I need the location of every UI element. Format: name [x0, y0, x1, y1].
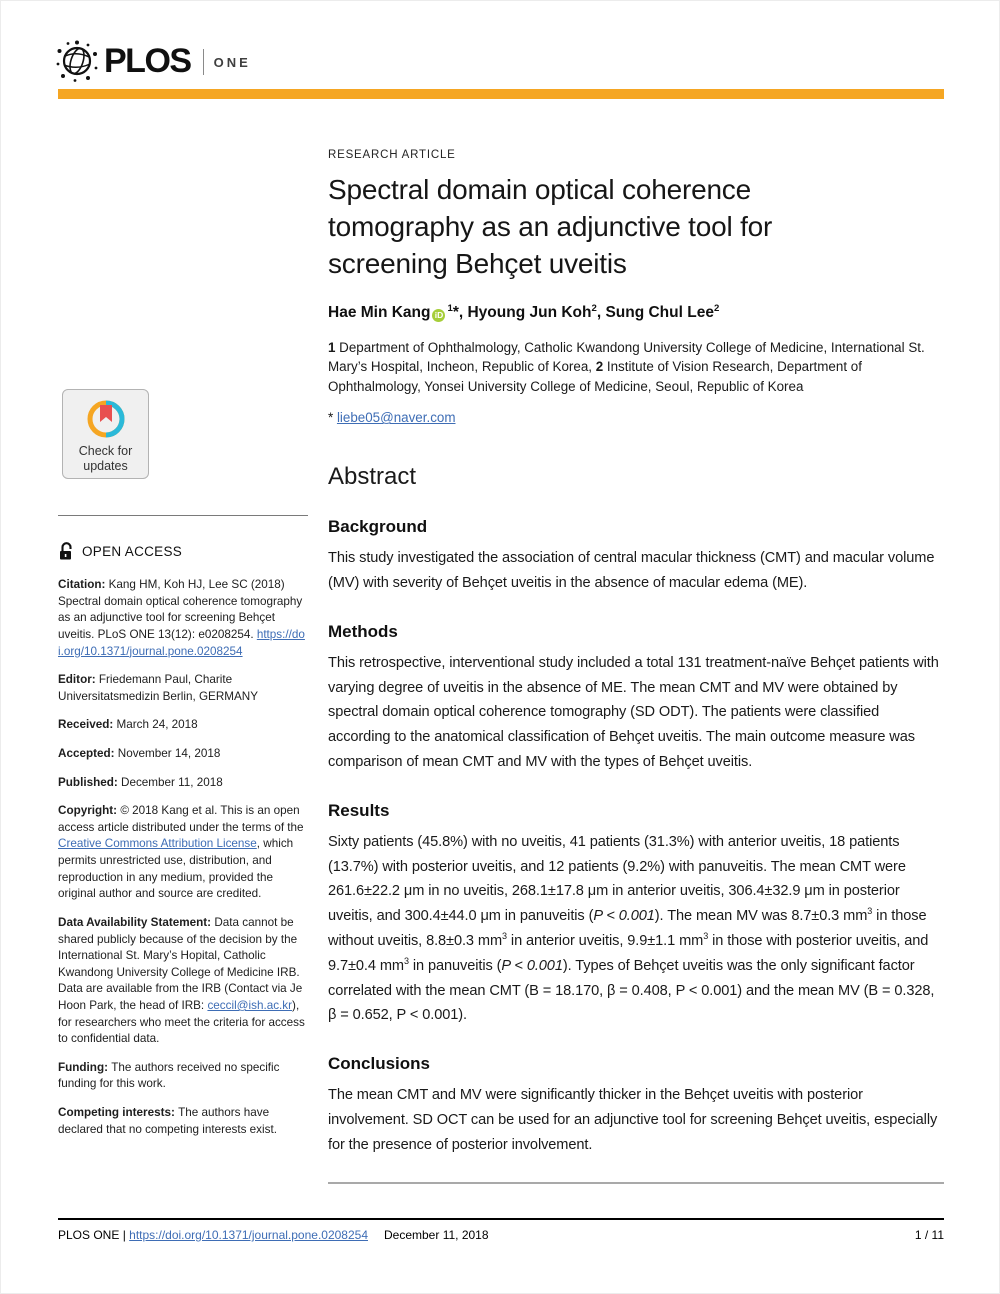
- author-name: , Sung Chul Lee: [596, 303, 714, 321]
- plos-logo: [55, 39, 251, 83]
- text-run: 1: [328, 339, 340, 355]
- text-run: © 2018 Kang et al. This is an open access article distributed under the terms of the: [58, 804, 304, 834]
- text-run: The authors have declared that no competing interests exist.: [58, 1106, 277, 1136]
- section-divider: [328, 1182, 944, 1184]
- footer-divider: [58, 1218, 944, 1220]
- irb-email-link[interactable]: ceccil@ish.ac.kr: [207, 998, 293, 1012]
- text-run: March 24, 2018: [116, 718, 198, 732]
- funding-block: [58, 1060, 308, 1093]
- sidebar-divider: [58, 515, 308, 516]
- text-run: , which permits unrestricted use, distribution, and reproduction in any medium, provided the original author and source are credited.: [58, 837, 294, 901]
- text-run: Institute of Vision Research, Department of Ophthalmology, Yonsei University College of Medicine, Seoul, Republic of Korea: [328, 359, 862, 394]
- abstract-section-methods: [328, 622, 944, 775]
- page-number: 1 / 11: [914, 1228, 944, 1242]
- plos-wordmark: PLOS: [104, 41, 191, 80]
- citation-block: [58, 577, 308, 660]
- author-name: , Hyoung Jun Koh: [458, 303, 592, 321]
- results-text: [328, 830, 944, 1028]
- affiliation-marker: 2: [713, 302, 720, 314]
- footer-date: December 11, 2018: [384, 1228, 489, 1242]
- conclusions-heading: Conclusions: [328, 1054, 431, 1074]
- text-run: *: [328, 410, 337, 426]
- competing-interests-block: [58, 1105, 308, 1138]
- check-for-updates-icon: [83, 395, 129, 441]
- author-byline: [328, 303, 944, 322]
- background-text: This study investigated the association of central macular thickness (CMT) and macular volume (MV) with severity of Behçet uveitis in the absence of macular edema (ME).: [328, 550, 935, 591]
- abstract-section-results: [328, 801, 944, 1028]
- text-run: Accepted:: [58, 747, 118, 761]
- orcid-icon[interactable]: iD: [432, 309, 445, 322]
- text-run: Friedemann Paul, Charite Universitatsmedizin Berlin, GERMANY: [58, 673, 259, 703]
- open-lock-icon: [58, 542, 75, 561]
- open-access-label: OPEN ACCESS: [82, 544, 183, 559]
- article-meta-sidebar: [58, 515, 308, 1150]
- text-run: in anterior uveitis, 9.9±1.1 mm: [506, 932, 704, 949]
- text-run: ), for researchers who meet the criteria for access to confidential data.: [58, 998, 305, 1046]
- affiliation-marker: 2: [591, 302, 597, 314]
- article-content: [328, 149, 944, 1184]
- author-name: Hae Min Kang: [328, 303, 431, 321]
- affiliation-marker: 1: [447, 302, 453, 314]
- text-run: December 11, 2018: [121, 775, 223, 789]
- text-run: Published:: [58, 775, 121, 789]
- article-type: RESEARCH ARTICLE: [328, 149, 456, 161]
- abstract-section-background: [328, 517, 944, 596]
- citation-doi-link[interactable]: https://doi.org/10.1371/journal.pone.0208254: [58, 627, 305, 658]
- text-run: ). Types of Behçet uveitis was the only significant factor correlated with the mean CMT (B = 18.170, β = 0.408, P < 0.001) and the mean MV (B = 0.328, β = 0.652, P < 0.001).: [328, 957, 935, 1024]
- text-run: Funding:: [58, 1060, 112, 1074]
- text-run: 2: [595, 359, 607, 375]
- methods-heading: Methods: [328, 621, 398, 641]
- correspondence: [328, 410, 944, 425]
- text-run: Received:: [58, 718, 117, 732]
- text-run: Data cannot be shared publicly because of the decision by the International St. Mary’s Hopital, Catholic Kwandong University College of Medicine IRB. Data are available from the IRB (Contact via Je Hoon Park, the head of IRB:: [58, 915, 303, 1012]
- open-access-row: [58, 542, 308, 561]
- text-run: Department of Ophthalmology, Catholic Kwandong University College of Medicine, International St. Mary’s Hospital, Incheon, Republic of Korea,: [328, 339, 925, 375]
- badge-label: Check for updates: [78, 444, 133, 473]
- brand-accent-bar: [58, 89, 944, 99]
- editor-block: [58, 672, 308, 705]
- footer-doi-link[interactable]: https://doi.org/10.1371/journal.pone.0208254: [129, 1228, 368, 1242]
- text-run: in panuveitis (: [408, 957, 502, 974]
- corresponding-marker: *: [452, 303, 459, 321]
- plos-globe-icon: [55, 39, 99, 83]
- footer-citation: [58, 1228, 489, 1242]
- logo-divider: [203, 49, 204, 75]
- check-for-updates-badge[interactable]: [62, 389, 149, 479]
- text-run: Competing interests:: [58, 1106, 179, 1119]
- results-heading: Results: [328, 800, 390, 820]
- text-run: 3: [403, 955, 409, 966]
- text-run: November 14, 2018: [117, 747, 221, 761]
- text-run: P < 0.001: [501, 957, 563, 974]
- data-availability-block: [58, 915, 308, 1048]
- copyright-block: [58, 803, 308, 903]
- background-heading: Background: [328, 517, 428, 537]
- text-run: 3: [502, 931, 507, 942]
- text-run: Kang HM, Koh HJ, Lee SC (2018) Spectral domain optical coherence tomography as an adjunctive tool for screening Behçet uveitis. PLoS ONE 13(12): e0208254.: [58, 578, 303, 641]
- text-run: in those with posterior uveitis, and 9.7±0.4 mm: [328, 932, 929, 974]
- text-run: The authors received no specific funding for this work.: [58, 1060, 280, 1091]
- published-block: [58, 775, 308, 792]
- text-run: 3: [867, 906, 873, 917]
- journal-edition-label: ONE: [213, 55, 251, 70]
- text-run: Citation:: [58, 578, 109, 592]
- text-run: 3: [703, 931, 709, 942]
- text-run: ). The mean MV was 8.7±0.3 mm: [654, 908, 868, 925]
- text-run: Editor:: [58, 673, 99, 687]
- text-run: Sixty patients (45.8%) with no uveitis, 41 patients (31.3%) with anterior uveitis, 18 patients (13.7%) with posterior uveitis, and 12 patients (9.2%) with panuveitis. The mean CMT were 261.6±22.2 μm in no uveitis, 268.1±17.8 μm in anterior uveitis, 306.4±32.9 μm in posterior uveitis, and 300.4±44.0 μm in panuveitis (: [328, 833, 906, 925]
- email-link[interactable]: liebe05@naver.com: [336, 410, 456, 426]
- text-run: Data Availability Statement:: [58, 915, 215, 929]
- methods-text: This retrospective, interventional study included a total 131 treatment-naïve Behçet patients with varying degree of uveitis in the absence of ME. The mean CMT and MV were obtained by spectral domain optical coherence tomography (SD ODT). The patients were classified according to the anatomical classification of Behçet uveitis. The main outcome measure was comparison of mean CMT and MV with the types of Behçet uveitis.: [328, 654, 939, 770]
- cc-license-link[interactable]: Creative Commons Attribution License: [58, 837, 257, 851]
- conclusions-text: The mean CMT and MV were significantly thicker in the Behçet uveitis with posterior involvement. SD OCT can be used for an adjunctive tool for screening Behçet uveitis, especially for the presence of posterior involvement.: [328, 1087, 938, 1153]
- text-run: Copyright:: [58, 804, 121, 818]
- page-footer: [58, 1228, 944, 1242]
- affiliations: [328, 338, 944, 396]
- footer-journal-name: PLOS ONE |: [58, 1228, 130, 1242]
- accepted-block: [58, 746, 308, 763]
- text-run: in those without uveitis, 8.8±0.3 mm: [328, 908, 927, 949]
- text-run: P < 0.001: [593, 908, 655, 925]
- article-title: Spectral domain optical coherence tomography as an adjunctive tool for screening Behçet uveitis: [328, 174, 773, 280]
- abstract-section-conclusions: [328, 1054, 944, 1157]
- abstract-heading: Abstract: [328, 463, 417, 491]
- received-block: [58, 717, 308, 734]
